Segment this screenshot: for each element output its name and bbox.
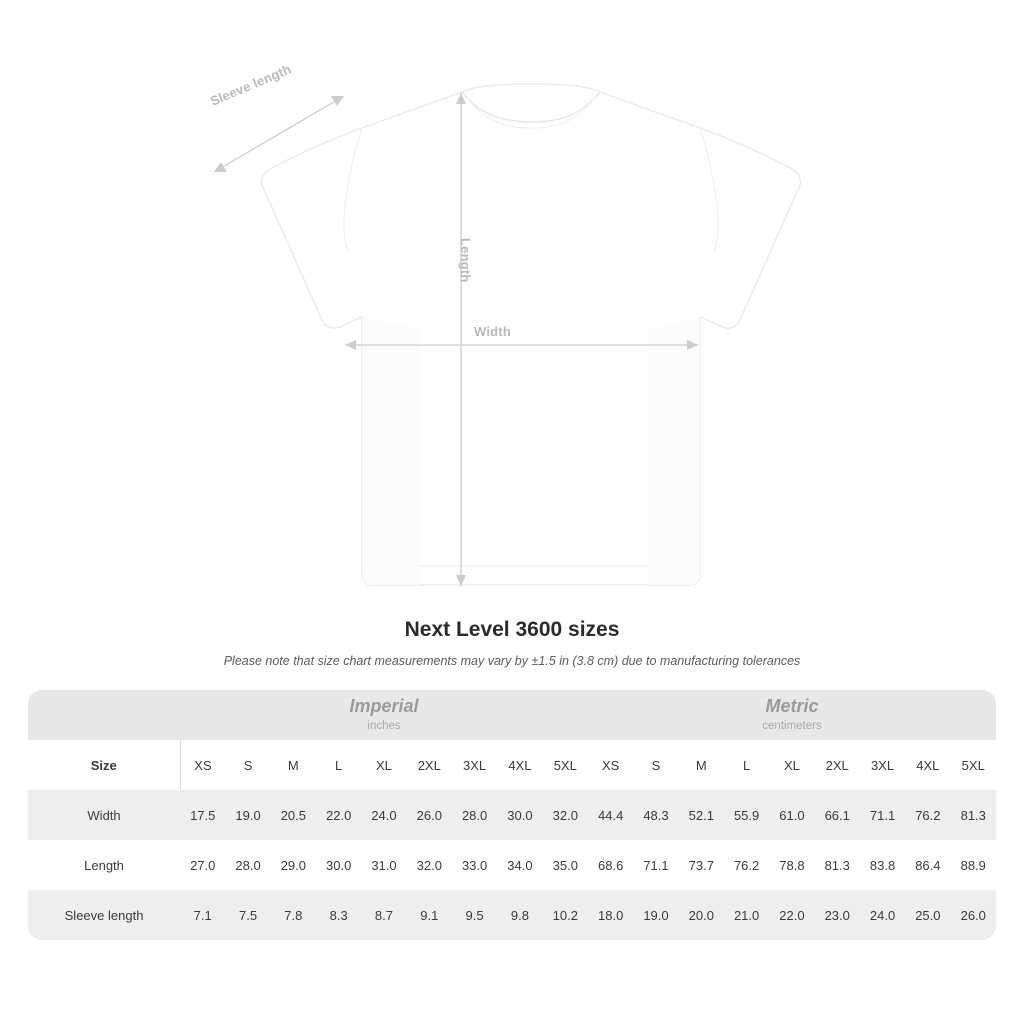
cell-sleeve-imperial-l: 8.3 (316, 890, 361, 940)
size-header-imperial-4xl: 4XL (497, 740, 542, 790)
table-row (28, 890, 996, 940)
page-subtitle: Please note that size chart measurements may vary by ±1.5 in (3.8 cm) due to manufacturing tolerances (223, 654, 801, 668)
tshirt-shape (261, 84, 800, 585)
size-header-metric-xl: XL (769, 740, 814, 790)
cell-sleeve-imperial-5xl: 10.2 (543, 890, 588, 940)
size-header-imperial-m: M (271, 740, 316, 790)
unit-header-row (28, 690, 996, 740)
cell-length-imperial-m: 29.0 (271, 840, 316, 890)
cell-width-metric-5xl: 81.3 (951, 790, 997, 840)
size-header-imperial-2xl: 2XL (407, 740, 452, 790)
size-header-imperial-3xl: 3XL (452, 740, 497, 790)
size-header-metric-5xl: 5XL (951, 740, 997, 790)
unit-group-metric-sub: centimeters (762, 720, 822, 733)
cell-sleeve-imperial-s: 7.5 (225, 890, 270, 940)
unit-group-imperial-name: Imperial (349, 695, 419, 716)
cell-sleeve-metric-3xl: 24.0 (860, 890, 905, 940)
length-label: Length (458, 238, 473, 283)
table-row (28, 840, 996, 890)
cell-length-metric-5xl: 88.9 (951, 840, 997, 890)
cell-sleeve-imperial-xs: 7.1 (180, 890, 225, 940)
size-header-imperial-s: S (225, 740, 270, 790)
table-corner-cell (28, 690, 180, 740)
cell-width-metric-l: 55.9 (724, 790, 769, 840)
cell-sleeve-imperial-m: 7.8 (271, 890, 316, 940)
cell-sleeve-metric-xl: 22.0 (769, 890, 814, 940)
cell-length-metric-4xl: 86.4 (905, 840, 950, 890)
cell-sleeve-metric-2xl: 23.0 (815, 890, 860, 940)
row-label-width: Width (28, 790, 180, 840)
size-header-metric-l: L (724, 740, 769, 790)
unit-group-metric-name: Metric (765, 695, 819, 716)
size-chart-table (28, 690, 996, 940)
unit-group-imperial-sub: inches (367, 720, 401, 733)
cell-length-imperial-xl: 31.0 (361, 840, 406, 890)
cell-width-imperial-xl: 24.0 (361, 790, 406, 840)
cell-sleeve-metric-5xl: 26.0 (951, 890, 997, 940)
cell-width-imperial-2xl: 26.0 (407, 790, 452, 840)
size-header-metric-s: S (633, 740, 678, 790)
cell-sleeve-imperial-3xl: 9.5 (452, 890, 497, 940)
width-label: Width (474, 324, 511, 339)
cell-width-imperial-s: 19.0 (225, 790, 270, 840)
row-label-length: Length (28, 840, 180, 890)
cell-width-metric-2xl: 66.1 (815, 790, 860, 840)
cell-sleeve-metric-xs: 18.0 (588, 890, 633, 940)
cell-width-imperial-4xl: 30.0 (497, 790, 542, 840)
cell-sleeve-imperial-4xl: 9.8 (497, 890, 542, 940)
size-header-metric-m: M (679, 740, 724, 790)
unit-group-metric (588, 690, 996, 740)
cell-length-metric-s: 71.1 (633, 840, 678, 890)
cell-sleeve-metric-4xl: 25.0 (905, 890, 950, 940)
size-header-metric-3xl: 3XL (860, 740, 905, 790)
size-header-metric-xs: XS (588, 740, 633, 790)
cell-sleeve-metric-m: 20.0 (679, 890, 724, 940)
cell-length-metric-m: 73.7 (679, 840, 724, 890)
cell-length-metric-3xl: 83.8 (860, 840, 905, 890)
size-header-metric-2xl: 2XL (815, 740, 860, 790)
cell-length-metric-xs: 68.6 (588, 840, 633, 890)
cell-length-imperial-s: 28.0 (225, 840, 270, 890)
cell-sleeve-imperial-xl: 8.7 (361, 890, 406, 940)
size-header-imperial-xl: XL (361, 740, 406, 790)
cell-width-imperial-5xl: 32.0 (543, 790, 588, 840)
cell-width-metric-s: 48.3 (633, 790, 678, 840)
row-label-sleeve-length: Sleeve length (28, 890, 180, 940)
cell-width-imperial-3xl: 28.0 (452, 790, 497, 840)
size-header-imperial-xs: XS (180, 740, 225, 790)
cell-length-metric-l: 76.2 (724, 840, 769, 890)
page-title: Next Level 3600 sizes (404, 618, 620, 641)
cell-length-imperial-2xl: 32.0 (407, 840, 452, 890)
cell-width-metric-xs: 44.4 (588, 790, 633, 840)
cell-length-metric-xl: 78.8 (769, 840, 814, 890)
unit-group-imperial (180, 690, 588, 740)
cell-length-imperial-4xl: 34.0 (497, 840, 542, 890)
cell-sleeve-imperial-2xl: 9.1 (407, 890, 452, 940)
cell-width-metric-4xl: 76.2 (905, 790, 950, 840)
cell-width-metric-3xl: 71.1 (860, 790, 905, 840)
cell-length-imperial-3xl: 33.0 (452, 840, 497, 890)
size-header-imperial-l: L (316, 740, 361, 790)
cell-width-imperial-xs: 17.5 (180, 790, 225, 840)
size-header-row (28, 740, 996, 790)
cell-width-imperial-m: 20.5 (271, 790, 316, 840)
cell-width-imperial-l: 22.0 (316, 790, 361, 840)
table-row (28, 790, 996, 840)
size-header-metric-4xl: 4XL (905, 740, 950, 790)
size-chart-table-wrapper (28, 690, 996, 940)
size-header-label: Size (28, 740, 180, 790)
cell-length-imperial-xs: 27.0 (180, 840, 225, 890)
cell-sleeve-metric-s: 19.0 (633, 890, 678, 940)
sleeve-length-label: Sleeve length (208, 61, 294, 109)
cell-length-imperial-5xl: 35.0 (543, 840, 588, 890)
cell-width-metric-xl: 61.0 (769, 790, 814, 840)
size-header-imperial-5xl: 5XL (543, 740, 588, 790)
cell-sleeve-metric-l: 21.0 (724, 890, 769, 940)
cell-width-metric-m: 52.1 (679, 790, 724, 840)
cell-length-metric-2xl: 81.3 (815, 840, 860, 890)
cell-length-imperial-l: 30.0 (316, 840, 361, 890)
